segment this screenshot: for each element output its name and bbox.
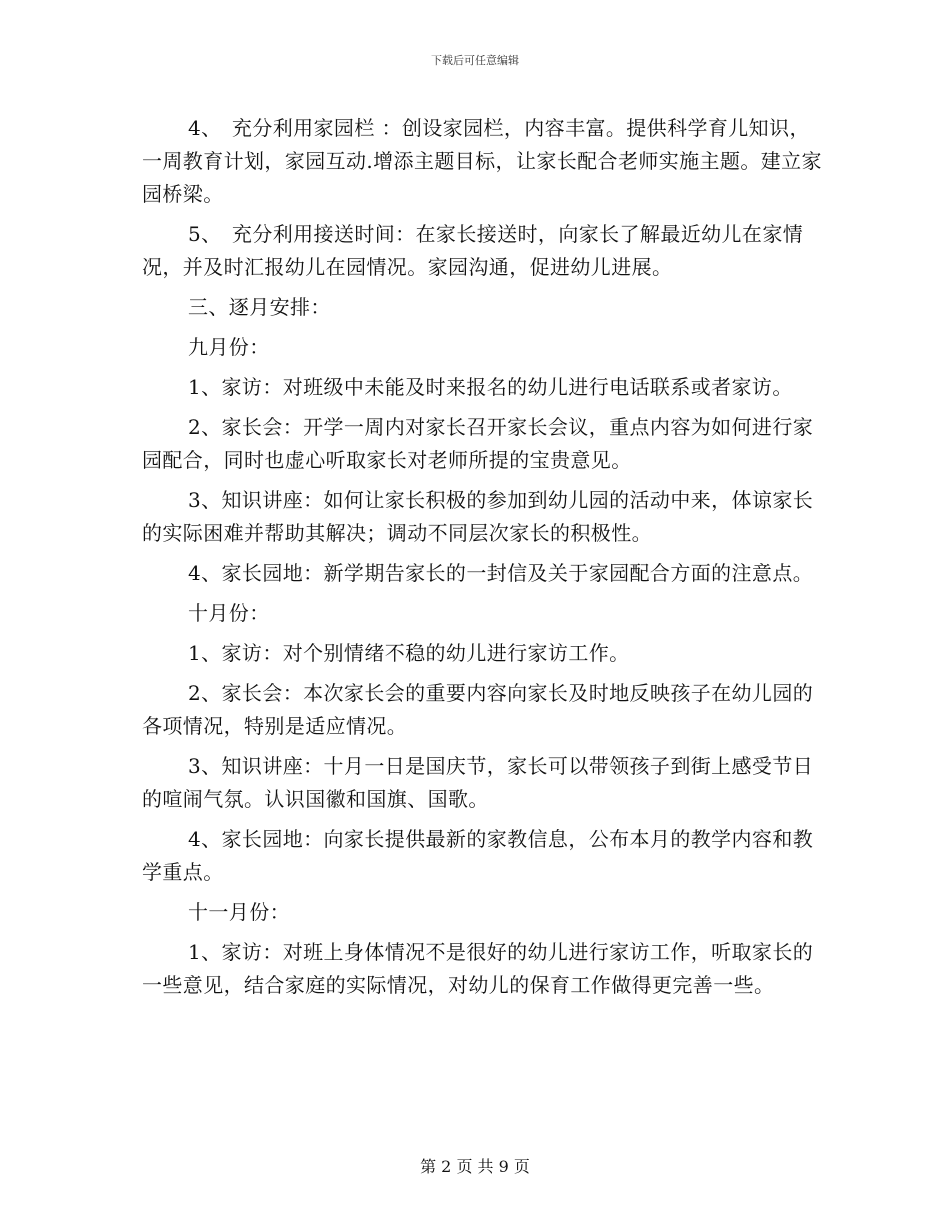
paragraph-item-4-bulletin: 4、 充分利用家园栏 ：创设家园栏，内容丰富。提供科学育儿知识，一周教育计划，家园互动.增添主题目标，让家长配合老师实施主题。建立家园桥梁。 — [142, 116, 822, 206]
paragraph-item-5-pickup: 5、 充分利用接送时间：在家长接送时，向家长了解最近幼儿在家情况，并及时汇报幼儿在园情况。家园沟通，促进幼儿进展。 — [142, 222, 804, 279]
paragraph-oct-visit: 1、家访：对个别情绪不稳的幼儿进行家访工作。 — [188, 641, 630, 665]
month-heading-september: 九月份： — [188, 335, 270, 359]
month-heading-october: 十月份： — [188, 601, 270, 625]
paragraph-oct-garden: 4、家长园地：向家长提供最新的家教信息，公布本月的教学内容和教学重点。 — [142, 827, 814, 884]
paragraph-oct-meeting: 2、家长会：本次家长会的重要内容向家长及时地反映孩子在幼儿园的各项情况，特别是适应情况。 — [142, 681, 814, 738]
page-number-footer: 第 2 页 共 9 页 — [420, 1157, 530, 1176]
paragraph-sept-garden: 4、家长园地：新学期告家长的一封信及关于家园配合方面的注意点。 — [188, 561, 814, 585]
paragraph-sept-visit: 1、家访：对班级中未能及时来报名的幼儿进行电话联系或者家访。 — [188, 375, 793, 399]
paragraph-sept-lecture: 3、知识讲座：如何让家长积极的参加到幼儿园的活动中来，体谅家长的实际困难并帮助其解决；调动不同层次家长的积极性。 — [142, 488, 814, 545]
paragraph-sept-meeting: 2、家长会：开学一周内对家长召开家长会议，重点内容为如何进行家园配合，同时也虚心听取家长对老师所提的宝贵意见。 — [142, 415, 814, 472]
page-header: 下载后可任意编辑 — [431, 54, 519, 67]
paragraph-nov-visit: 1、家访：对班上身体情况不是很好的幼儿进行家访工作，听取家长的一些意见，结合家庭的实际情况，对幼儿的保育工作做得更完善一些。 — [142, 940, 814, 997]
section-heading-monthly: 三、逐月安排： — [188, 295, 331, 319]
month-heading-november: 十一月份： — [188, 900, 290, 924]
document-body — [142, 112, 822, 1009]
paragraph-oct-lecture: 3、知识讲座：十月一日是国庆节，家长可以带领孩子到街上感受节日的喧闹气氛。认识国徽和国旗、国歌。 — [142, 754, 814, 811]
